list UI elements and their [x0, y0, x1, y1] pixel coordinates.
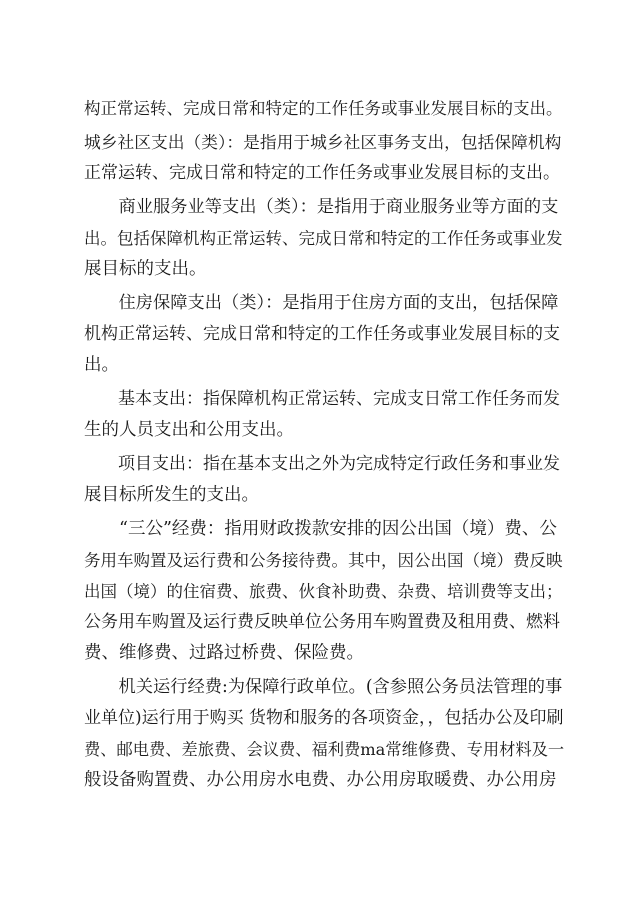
paragraph [84, 127, 564, 189]
text-line: 公务用车购置及运行费反映单位公务用车购置费及租用费、燃料 [84, 612, 560, 632]
text-line: 般设备购置费、办公用房水电费、办公用房取暖费、办公用房 [84, 770, 557, 790]
text-line: 项目支出：指在基本支出之外为完成特定行政任务和事业发 [118, 454, 560, 474]
text-line: 出。包括保障机构正常运转、完成日常和特定的工作任务或事业发 [84, 229, 563, 248]
text-line: 出。 [84, 355, 119, 375]
text-line: 展目标所发生的支出。 [84, 485, 259, 505]
paragraph [84, 514, 564, 669]
text-line: 费、维修费、过路过桥费、保险费。 [84, 643, 364, 663]
paragraph [84, 672, 564, 796]
text-line: 展目标的支出。 [84, 259, 207, 279]
paragraph [84, 384, 564, 446]
document-body [84, 93, 564, 796]
text-line: 务用车购置及运行费和公务接待费。其中，因公出国（境）费反映 [84, 551, 563, 570]
text-line: 基本支出：指保障机构正常运转、完成支日常工作任务而发 [118, 389, 560, 409]
text-line: 构正常运转、完成日常和特定的工作任务或事业发展目标的支出。 [84, 99, 563, 118]
text-line: 商业服务业等支出（类）：是指用于商业服务业等方面的支 [118, 197, 559, 217]
text-line: 出国（境）的住宿费、旅费、伙食补助费、杂费、培训费等支出； [84, 582, 563, 601]
paragraph [84, 93, 564, 124]
text-line: 生的人员支出和公用支出。 [84, 420, 294, 440]
text-line: 业单位)运行用于购买 货物和服务的各项资金，，包括办公及印刷 [84, 708, 564, 728]
text-line: 机关运行经费:为保障行政单位。(含参照公务员法管理的事 [118, 677, 563, 697]
text-line: 城乡社区支出（类）：是指用于城乡社区事务支出，包括保障机构 [84, 132, 562, 152]
paragraph [84, 449, 564, 511]
text-line: “三公”经费：指用财政拨款安排的因公出国（境）费、公 [119, 519, 557, 539]
paragraph [84, 288, 564, 381]
text-line: 住房保障支出（类）：是指用于住房方面的支出，包括保障 [118, 293, 559, 313]
text-line: 机构正常运转、完成日常和特定的工作任务或事业发展目标的支 [84, 324, 560, 344]
text-line: 正常运转、完成日常和特定的工作任务或事业发展目标的支出。 [84, 163, 560, 183]
text-line: 费、邮电费、差旅费、会议费、福利费ma常维修费、专用材料及一 [84, 740, 565, 759]
paragraph [84, 192, 564, 285]
